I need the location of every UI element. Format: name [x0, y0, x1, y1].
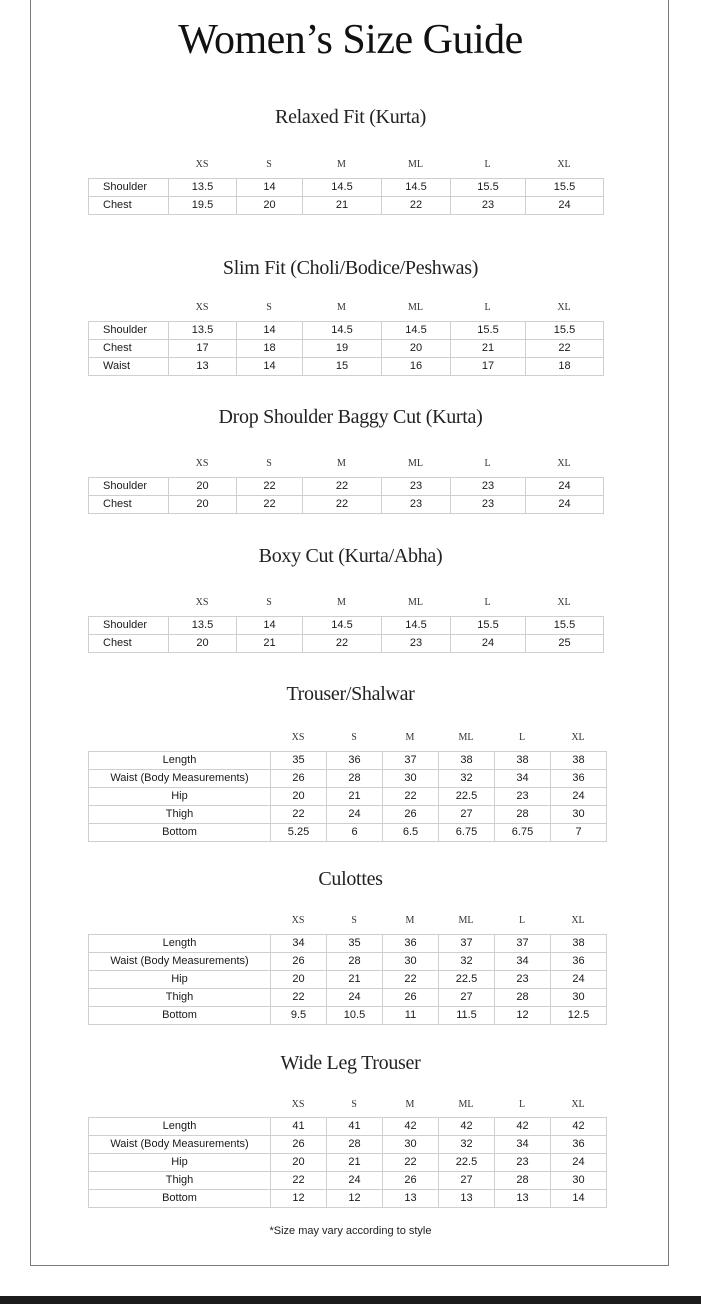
- size-header: XL: [571, 1099, 585, 1110]
- size-header: M: [337, 458, 346, 469]
- row-label: Thigh: [89, 1172, 271, 1190]
- size-header: XS: [195, 458, 209, 469]
- size-table: [88, 477, 604, 514]
- measurement-cell: 23: [495, 788, 551, 806]
- measurement-cell: 24: [526, 496, 604, 514]
- measurement-cell: 26: [383, 1172, 439, 1190]
- size-header: S: [351, 915, 357, 926]
- table-row: [89, 788, 607, 806]
- page-title: Women’s Size Guide: [178, 17, 523, 63]
- measurement-cell: 15.5: [526, 179, 604, 197]
- section-title: Boxy Cut (Kurta/Abha): [258, 545, 443, 567]
- measurement-cell: 37: [383, 752, 439, 770]
- measurement-cell: 12: [495, 1007, 551, 1025]
- bottom-bar: [0, 1296, 701, 1304]
- measurement-cell: 13.5: [169, 322, 237, 340]
- measurement-cell: 6.75: [495, 824, 551, 842]
- size-header: XS: [195, 159, 209, 170]
- size-header: M: [337, 302, 346, 313]
- section-title: Trouser/Shalwar: [286, 683, 415, 705]
- row-label: Waist (Body Measurements): [89, 770, 271, 788]
- measurement-cell: 22: [382, 197, 451, 215]
- measurement-cell: 20: [169, 635, 237, 653]
- measurement-cell: 27: [439, 989, 495, 1007]
- measurement-cell: 42: [551, 1118, 607, 1136]
- measurement-cell: 26: [383, 806, 439, 824]
- size-table: [88, 616, 604, 653]
- measurement-cell: 22: [303, 478, 382, 496]
- row-label: Shoulder: [89, 617, 169, 635]
- measurement-cell: 22: [303, 496, 382, 514]
- size-header: L: [518, 732, 526, 743]
- size-header: XS: [195, 597, 209, 608]
- table-row: [89, 806, 607, 824]
- table-row: [89, 358, 604, 376]
- measurement-cell: 42: [439, 1118, 495, 1136]
- size-header: L: [484, 159, 491, 170]
- measurement-cell: 6.5: [383, 824, 439, 842]
- size-header: M: [337, 597, 346, 608]
- table-row: [89, 340, 604, 358]
- measurement-cell: 14.5: [303, 617, 382, 635]
- table-row: [89, 824, 607, 842]
- measurement-cell: 28: [327, 1136, 383, 1154]
- row-label: Chest: [89, 635, 169, 653]
- measurement-cell: 23: [382, 496, 451, 514]
- measurement-cell: 14: [237, 179, 303, 197]
- table-row: [89, 1007, 607, 1025]
- size-header: M: [337, 159, 346, 170]
- row-label: Hip: [89, 788, 271, 806]
- size-table: [88, 934, 607, 1025]
- measurement-cell: 14: [237, 358, 303, 376]
- size-header: ML: [408, 159, 423, 170]
- size-header: S: [266, 302, 272, 313]
- measurement-cell: 25: [526, 635, 604, 653]
- row-label: Bottom: [89, 824, 271, 842]
- size-table: [88, 1117, 607, 1208]
- size-header: ML: [408, 458, 423, 469]
- measurement-cell: 30: [551, 806, 607, 824]
- measurement-cell: 22: [271, 806, 327, 824]
- measurement-cell: 20: [169, 478, 237, 496]
- measurement-cell: 24: [451, 635, 526, 653]
- measurement-cell: 13: [439, 1190, 495, 1208]
- measurement-cell: 13.5: [169, 179, 237, 197]
- measurement-cell: 26: [271, 770, 327, 788]
- measurement-cell: 30: [551, 1172, 607, 1190]
- row-label: Chest: [89, 496, 169, 514]
- measurement-cell: 20: [169, 496, 237, 514]
- table-row: [89, 1172, 607, 1190]
- measurement-cell: 21: [303, 197, 382, 215]
- measurement-cell: 23: [495, 1154, 551, 1172]
- measurement-cell: 23: [382, 635, 451, 653]
- size-header: XL: [557, 597, 571, 608]
- row-label: Length: [89, 752, 271, 770]
- size-header: ML: [408, 302, 423, 313]
- measurement-cell: 13: [495, 1190, 551, 1208]
- measurement-cell: 13.5: [169, 617, 237, 635]
- measurement-cell: 24: [551, 971, 607, 989]
- section-title: Culottes: [318, 868, 383, 890]
- measurement-cell: 32: [439, 1136, 495, 1154]
- size-header: L: [484, 597, 491, 608]
- measurement-cell: 32: [439, 953, 495, 971]
- size-header: ML: [458, 1099, 474, 1110]
- measurement-cell: 28: [327, 953, 383, 971]
- measurement-cell: 24: [551, 788, 607, 806]
- table-row: [89, 478, 604, 496]
- measurement-cell: 34: [495, 1136, 551, 1154]
- measurement-cell: 22: [383, 788, 439, 806]
- table-row: [89, 496, 604, 514]
- measurement-cell: 22.5: [439, 788, 495, 806]
- size-header: M: [405, 915, 415, 926]
- measurement-cell: 28: [495, 1172, 551, 1190]
- measurement-cell: 16: [382, 358, 451, 376]
- measurement-cell: 12: [271, 1190, 327, 1208]
- table-row: [89, 179, 604, 197]
- measurement-cell: 30: [383, 953, 439, 971]
- measurement-cell: 22: [526, 340, 604, 358]
- measurement-cell: 19: [303, 340, 382, 358]
- size-header: XL: [557, 302, 571, 313]
- measurement-cell: 22.5: [439, 971, 495, 989]
- measurement-cell: 14.5: [382, 617, 451, 635]
- row-label: Shoulder: [89, 478, 169, 496]
- measurement-cell: 18: [237, 340, 303, 358]
- measurement-cell: 24: [526, 197, 604, 215]
- size-header: M: [405, 1099, 415, 1110]
- size-table: [88, 178, 604, 215]
- size-header: S: [351, 732, 357, 743]
- measurement-cell: 22: [271, 989, 327, 1007]
- measurement-cell: 22: [383, 1154, 439, 1172]
- size-header: XS: [291, 1099, 305, 1110]
- measurement-cell: 24: [551, 1154, 607, 1172]
- measurement-cell: 7: [551, 824, 607, 842]
- measurement-cell: 23: [495, 971, 551, 989]
- measurement-cell: 35: [327, 935, 383, 953]
- measurement-cell: 42: [383, 1118, 439, 1136]
- measurement-cell: 22: [237, 496, 303, 514]
- measurement-cell: 21: [451, 340, 526, 358]
- measurement-cell: 23: [451, 197, 526, 215]
- measurement-cell: 38: [551, 752, 607, 770]
- size-header: XS: [195, 302, 209, 313]
- table-row: [89, 752, 607, 770]
- measurement-cell: 12.5: [551, 1007, 607, 1025]
- measurement-cell: 36: [551, 1136, 607, 1154]
- measurement-cell: 15.5: [451, 617, 526, 635]
- size-header: ML: [458, 915, 474, 926]
- measurement-cell: 14.5: [382, 179, 451, 197]
- table-row: [89, 617, 604, 635]
- row-label: Thigh: [89, 806, 271, 824]
- measurement-cell: 30: [551, 989, 607, 1007]
- row-label: Shoulder: [89, 322, 169, 340]
- measurement-cell: 20: [271, 788, 327, 806]
- measurement-cell: 21: [327, 1154, 383, 1172]
- measurement-cell: 20: [237, 197, 303, 215]
- measurement-cell: 6: [327, 824, 383, 842]
- measurement-cell: 28: [495, 806, 551, 824]
- measurement-cell: 14: [237, 617, 303, 635]
- row-label: Hip: [89, 1154, 271, 1172]
- measurement-cell: 24: [327, 989, 383, 1007]
- measurement-cell: 5.25: [271, 824, 327, 842]
- measurement-cell: 34: [495, 770, 551, 788]
- measurement-cell: 32: [439, 770, 495, 788]
- size-header: XS: [291, 732, 305, 743]
- measurement-cell: 13: [383, 1190, 439, 1208]
- measurement-cell: 11: [383, 1007, 439, 1025]
- size-header: XL: [571, 915, 585, 926]
- measurement-cell: 15.5: [451, 179, 526, 197]
- size-header: S: [351, 1099, 357, 1110]
- size-table: [88, 751, 607, 842]
- measurement-cell: 41: [327, 1118, 383, 1136]
- measurement-cell: 14.5: [303, 322, 382, 340]
- row-label: Bottom: [89, 1007, 271, 1025]
- size-header: XL: [557, 458, 571, 469]
- row-label: Thigh: [89, 989, 271, 1007]
- section-title: Slim Fit (Choli/Bodice/Peshwas): [222, 257, 479, 279]
- section-title: Relaxed Fit (Kurta): [275, 106, 426, 128]
- table-row: [89, 770, 607, 788]
- measurement-cell: 15.5: [451, 322, 526, 340]
- size-header: XS: [291, 915, 305, 926]
- measurement-cell: 21: [327, 971, 383, 989]
- size-header: L: [484, 302, 491, 313]
- size-header: ML: [408, 597, 423, 608]
- measurement-cell: 36: [383, 935, 439, 953]
- measurement-cell: 24: [327, 1172, 383, 1190]
- measurement-cell: 34: [495, 953, 551, 971]
- measurement-cell: 20: [271, 971, 327, 989]
- table-row: [89, 1136, 607, 1154]
- measurement-cell: 38: [495, 752, 551, 770]
- measurement-cell: 18: [526, 358, 604, 376]
- row-label: Chest: [89, 340, 169, 358]
- measurement-cell: 34: [271, 935, 327, 953]
- measurement-cell: 19.5: [169, 197, 237, 215]
- measurement-cell: 30: [383, 770, 439, 788]
- measurement-cell: 14: [237, 322, 303, 340]
- size-header: XL: [571, 732, 585, 743]
- measurement-cell: 38: [439, 752, 495, 770]
- measurement-cell: 12: [327, 1190, 383, 1208]
- measurement-cell: 6.75: [439, 824, 495, 842]
- row-label: Waist (Body Measurements): [89, 1136, 271, 1154]
- table-row: [89, 1154, 607, 1172]
- row-label: Length: [89, 935, 271, 953]
- row-label: Waist (Body Measurements): [89, 953, 271, 971]
- measurement-cell: 11.5: [439, 1007, 495, 1025]
- measurement-cell: 35: [271, 752, 327, 770]
- measurement-cell: 17: [169, 340, 237, 358]
- measurement-cell: 30: [383, 1136, 439, 1154]
- size-header: S: [266, 458, 272, 469]
- size-header: M: [405, 732, 415, 743]
- measurement-cell: 21: [327, 788, 383, 806]
- measurement-cell: 26: [271, 953, 327, 971]
- table-row: [89, 953, 607, 971]
- measurement-cell: 20: [382, 340, 451, 358]
- measurement-cell: 28: [327, 770, 383, 788]
- size-header: S: [266, 597, 272, 608]
- row-label: Bottom: [89, 1190, 271, 1208]
- size-header: L: [518, 915, 526, 926]
- size-header: L: [518, 1099, 526, 1110]
- footnote: *Size may vary according to style: [269, 1225, 432, 1237]
- row-label: Shoulder: [89, 179, 169, 197]
- measurement-cell: 14.5: [303, 179, 382, 197]
- measurement-cell: 36: [551, 770, 607, 788]
- section-title: Drop Shoulder Baggy Cut (Kurta): [218, 406, 483, 428]
- measurement-cell: 9.5: [271, 1007, 327, 1025]
- table-row: [89, 635, 604, 653]
- measurement-cell: 26: [383, 989, 439, 1007]
- measurement-cell: 15: [303, 358, 382, 376]
- measurement-cell: 22: [237, 478, 303, 496]
- measurement-cell: 20: [271, 1154, 327, 1172]
- measurement-cell: 22: [271, 1172, 327, 1190]
- row-label: Length: [89, 1118, 271, 1136]
- measurement-cell: 15.5: [526, 617, 604, 635]
- measurement-cell: 21: [237, 635, 303, 653]
- table-row: [89, 971, 607, 989]
- size-header: XL: [557, 159, 571, 170]
- measurement-cell: 23: [451, 478, 526, 496]
- measurement-cell: 28: [495, 989, 551, 1007]
- measurement-cell: 41: [271, 1118, 327, 1136]
- section-title: Wide Leg Trouser: [280, 1052, 421, 1074]
- size-header: ML: [458, 732, 474, 743]
- measurement-cell: 36: [327, 752, 383, 770]
- measurement-cell: 36: [551, 953, 607, 971]
- measurement-cell: 14: [551, 1190, 607, 1208]
- table-row: [89, 322, 604, 340]
- size-table: [88, 321, 604, 376]
- row-label: Hip: [89, 971, 271, 989]
- measurement-cell: 22: [383, 971, 439, 989]
- row-label: Chest: [89, 197, 169, 215]
- table-row: [89, 989, 607, 1007]
- size-header: L: [484, 458, 491, 469]
- measurement-cell: 42: [495, 1118, 551, 1136]
- measurement-cell: 24: [526, 478, 604, 496]
- measurement-cell: 22.5: [439, 1154, 495, 1172]
- measurement-cell: 22: [303, 635, 382, 653]
- measurement-cell: 27: [439, 806, 495, 824]
- measurement-cell: 26: [271, 1136, 327, 1154]
- measurement-cell: 37: [495, 935, 551, 953]
- measurement-cell: 14.5: [382, 322, 451, 340]
- measurement-cell: 13: [169, 358, 237, 376]
- table-row: [89, 1190, 607, 1208]
- measurement-cell: 17: [451, 358, 526, 376]
- measurement-cell: 10.5: [327, 1007, 383, 1025]
- row-label: Waist: [89, 358, 169, 376]
- measurement-cell: 23: [382, 478, 451, 496]
- size-header: S: [266, 159, 272, 170]
- measurement-cell: 24: [327, 806, 383, 824]
- measurement-cell: 15.5: [526, 322, 604, 340]
- table-row: [89, 935, 607, 953]
- measurement-cell: 37: [439, 935, 495, 953]
- measurement-cell: 23: [451, 496, 526, 514]
- table-row: [89, 1118, 607, 1136]
- measurement-cell: 38: [551, 935, 607, 953]
- table-row: [89, 197, 604, 215]
- measurement-cell: 27: [439, 1172, 495, 1190]
